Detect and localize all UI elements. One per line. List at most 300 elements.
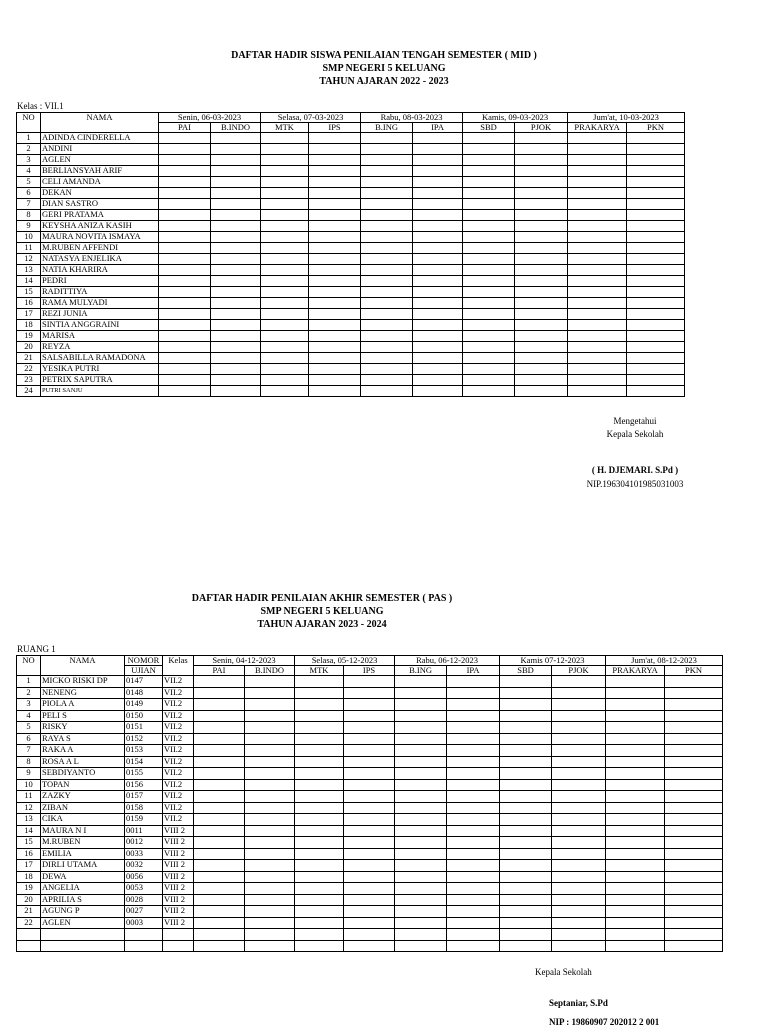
row-number: 16	[17, 298, 41, 309]
day-header: Selasa, 07-03-2023	[261, 113, 361, 123]
student-name: ROSA A L	[41, 756, 125, 768]
attendance-cell	[447, 745, 500, 757]
attendance-cell	[568, 232, 627, 243]
attendance-cell	[627, 243, 685, 254]
mid-header-days-row	[17, 113, 685, 123]
attendance-cell	[361, 309, 413, 320]
attendance-cell	[309, 320, 361, 331]
attendance-cell	[413, 243, 463, 254]
attendance-cell	[261, 177, 309, 188]
attendance-cell	[395, 848, 447, 860]
attendance-cell	[627, 287, 685, 298]
attendance-cell	[413, 386, 463, 397]
col-name-header: NAMA	[41, 656, 125, 676]
attendance-cell	[261, 276, 309, 287]
attendance-cell	[395, 814, 447, 826]
table-row	[17, 779, 723, 791]
empty-cell	[163, 940, 194, 952]
table-row	[17, 676, 723, 688]
row-number: 23	[17, 375, 41, 386]
attendance-cell	[261, 298, 309, 309]
attendance-cell	[211, 243, 261, 254]
mid-title: DAFTAR HADIR SISWA PENILAIAN TENGAH SEMESTER ( MID )	[231, 50, 537, 61]
attendance-cell	[515, 232, 568, 243]
attendance-cell	[552, 756, 606, 768]
attendance-cell	[627, 254, 685, 265]
student-name: KEYSHA ANIZA KASIH	[41, 221, 159, 232]
attendance-cell	[309, 210, 361, 221]
attendance-cell	[665, 814, 723, 826]
attendance-cell	[515, 386, 568, 397]
attendance-cell	[261, 232, 309, 243]
pas-sign-name: Septaniar, S.Pd	[549, 998, 608, 1008]
mid-class-label: Kelas : VII.1	[17, 101, 64, 111]
attendance-cell	[627, 265, 685, 276]
attendance-cell	[309, 133, 361, 144]
table-row	[17, 710, 723, 722]
attendance-cell	[447, 848, 500, 860]
attendance-cell	[211, 210, 261, 221]
student-name: YESIKA PUTRI	[41, 364, 159, 375]
attendance-cell	[295, 779, 344, 791]
attendance-cell	[606, 871, 665, 883]
table-row	[17, 133, 685, 144]
attendance-cell	[261, 155, 309, 166]
attendance-cell	[665, 779, 723, 791]
attendance-cell	[245, 848, 295, 860]
mid-sign-acknowledge: Mengetahui	[613, 416, 657, 426]
student-class: VII.2	[163, 745, 194, 757]
attendance-cell	[500, 802, 552, 814]
attendance-cell	[500, 837, 552, 849]
exam-number: 0147	[125, 676, 163, 688]
table-row	[17, 722, 723, 734]
mid-school: SMP NEGERI 5 KELUANG	[322, 63, 446, 74]
attendance-cell	[309, 254, 361, 265]
attendance-cell	[309, 298, 361, 309]
student-name: AGLEN	[41, 155, 159, 166]
attendance-cell	[515, 144, 568, 155]
attendance-cell	[568, 144, 627, 155]
attendance-cell	[194, 906, 245, 918]
row-number: 20	[17, 894, 41, 906]
attendance-cell	[500, 871, 552, 883]
attendance-cell	[344, 676, 395, 688]
table-row	[17, 791, 723, 803]
exam-number: 0033	[125, 848, 163, 860]
attendance-cell	[568, 309, 627, 320]
attendance-cell	[665, 768, 723, 780]
attendance-cell	[395, 802, 447, 814]
attendance-cell	[552, 917, 606, 929]
attendance-cell	[159, 265, 211, 276]
student-name: PUTRI SANJU	[41, 386, 159, 397]
attendance-cell	[665, 676, 723, 688]
attendance-cell	[665, 802, 723, 814]
attendance-cell	[211, 320, 261, 331]
attendance-cell	[211, 342, 261, 353]
subject-header: B.INDO	[211, 123, 261, 133]
attendance-cell	[606, 791, 665, 803]
attendance-cell	[606, 756, 665, 768]
day-header: Senin, 06-03-2023	[159, 113, 261, 123]
attendance-cell	[665, 745, 723, 757]
attendance-cell	[261, 309, 309, 320]
table-row	[17, 342, 685, 353]
attendance-cell	[309, 309, 361, 320]
attendance-cell	[194, 699, 245, 711]
table-row	[17, 144, 685, 155]
attendance-cell	[552, 871, 606, 883]
attendance-cell	[500, 687, 552, 699]
attendance-cell	[568, 133, 627, 144]
attendance-cell	[211, 166, 261, 177]
row-number: 22	[17, 917, 41, 929]
attendance-cell	[606, 699, 665, 711]
table-row	[17, 871, 723, 883]
attendance-cell	[413, 144, 463, 155]
student-name: M.RUBEN AFFENDI	[41, 243, 159, 254]
student-name: RADITTIYA	[41, 287, 159, 298]
day-header: Kamis 07-12-2023	[500, 656, 606, 666]
attendance-cell	[500, 676, 552, 688]
row-number: 13	[17, 814, 41, 826]
student-class: VII.2	[163, 687, 194, 699]
attendance-cell	[261, 375, 309, 386]
attendance-cell	[413, 221, 463, 232]
attendance-cell	[159, 287, 211, 298]
attendance-cell	[413, 353, 463, 364]
attendance-cell	[295, 676, 344, 688]
attendance-cell	[606, 906, 665, 918]
attendance-cell	[194, 710, 245, 722]
row-number: 18	[17, 871, 41, 883]
attendance-cell	[344, 848, 395, 860]
attendance-cell	[568, 221, 627, 232]
attendance-cell	[447, 699, 500, 711]
attendance-cell	[295, 745, 344, 757]
attendance-cell	[552, 883, 606, 895]
attendance-cell	[159, 320, 211, 331]
col-no-header: NO	[17, 113, 41, 133]
attendance-cell	[568, 166, 627, 177]
student-name: RAYA S	[41, 733, 125, 745]
attendance-cell	[500, 779, 552, 791]
attendance-cell	[627, 199, 685, 210]
attendance-cell	[552, 894, 606, 906]
attendance-cell	[447, 917, 500, 929]
attendance-cell	[552, 814, 606, 826]
attendance-cell	[245, 676, 295, 688]
student-class: VII.2	[163, 733, 194, 745]
table-row	[17, 860, 723, 872]
attendance-cell	[606, 687, 665, 699]
attendance-cell	[515, 243, 568, 254]
table-row	[17, 894, 723, 906]
attendance-cell	[500, 722, 552, 734]
student-class: VIII 2	[163, 860, 194, 872]
attendance-cell	[245, 837, 295, 849]
attendance-cell	[159, 375, 211, 386]
attendance-cell	[606, 825, 665, 837]
day-header: Selasa, 05-12-2023	[295, 656, 395, 666]
attendance-cell	[447, 791, 500, 803]
student-name: DEWA	[41, 871, 125, 883]
student-name: MAURA N I	[41, 825, 125, 837]
attendance-cell	[500, 756, 552, 768]
attendance-cell	[361, 342, 413, 353]
attendance-cell	[261, 188, 309, 199]
attendance-cell	[463, 342, 515, 353]
attendance-cell	[665, 756, 723, 768]
attendance-cell	[500, 883, 552, 895]
table-row	[17, 906, 723, 918]
row-number: 11	[17, 791, 41, 803]
row-number: 24	[17, 386, 41, 397]
attendance-cell	[309, 221, 361, 232]
attendance-cell	[665, 894, 723, 906]
attendance-cell	[606, 768, 665, 780]
table-row	[17, 177, 685, 188]
empty-cell	[41, 929, 125, 941]
exam-number: 0156	[125, 779, 163, 791]
attendance-cell	[245, 733, 295, 745]
attendance-cell	[463, 309, 515, 320]
attendance-cell	[245, 894, 295, 906]
attendance-cell	[344, 917, 395, 929]
attendance-cell	[245, 687, 295, 699]
attendance-cell	[515, 287, 568, 298]
attendance-cell	[159, 386, 211, 397]
row-number: 16	[17, 848, 41, 860]
attendance-cell	[245, 825, 295, 837]
attendance-cell	[568, 199, 627, 210]
table-row	[17, 254, 685, 265]
attendance-cell	[261, 265, 309, 276]
empty-cell	[500, 940, 552, 952]
attendance-cell	[361, 386, 413, 397]
attendance-cell	[395, 676, 447, 688]
student-name: PELI S	[41, 710, 125, 722]
attendance-cell	[413, 320, 463, 331]
student-name: REZI JUNIA	[41, 309, 159, 320]
attendance-cell	[515, 155, 568, 166]
table-row	[17, 166, 685, 177]
attendance-cell	[606, 779, 665, 791]
attendance-cell	[395, 894, 447, 906]
attendance-cell	[211, 287, 261, 298]
attendance-cell	[309, 353, 361, 364]
attendance-cell	[413, 166, 463, 177]
mid-sign-name: ( H. DJEMARI. S.Pd )	[591, 465, 679, 475]
attendance-cell	[261, 364, 309, 375]
row-number: 12	[17, 802, 41, 814]
attendance-cell	[361, 243, 413, 254]
attendance-cell	[665, 860, 723, 872]
attendance-cell	[344, 768, 395, 780]
attendance-cell	[463, 166, 515, 177]
attendance-cell	[245, 699, 295, 711]
subject-header: PJOK	[552, 666, 606, 676]
exam-number: 0152	[125, 733, 163, 745]
student-name: ADINDA CINDERELLA	[41, 133, 159, 144]
attendance-cell	[413, 155, 463, 166]
attendance-cell	[568, 331, 627, 342]
attendance-cell	[463, 254, 515, 265]
attendance-cell	[447, 894, 500, 906]
attendance-cell	[245, 871, 295, 883]
attendance-cell	[344, 871, 395, 883]
student-name: RISKY	[41, 722, 125, 734]
empty-cell	[41, 940, 125, 952]
subject-header: B.ING	[395, 666, 447, 676]
attendance-cell	[447, 710, 500, 722]
attendance-cell	[295, 710, 344, 722]
table-row	[17, 699, 723, 711]
student-class: VIII 2	[163, 894, 194, 906]
attendance-cell	[568, 364, 627, 375]
table-row	[17, 756, 723, 768]
attendance-cell	[413, 276, 463, 287]
attendance-cell	[211, 364, 261, 375]
attendance-cell	[606, 860, 665, 872]
row-number: 9	[17, 221, 41, 232]
attendance-cell	[344, 722, 395, 734]
attendance-cell	[159, 133, 211, 144]
attendance-cell	[211, 386, 261, 397]
attendance-cell	[395, 825, 447, 837]
attendance-cell	[261, 287, 309, 298]
attendance-cell	[395, 860, 447, 872]
attendance-cell	[413, 133, 463, 144]
attendance-cell	[447, 756, 500, 768]
student-name: CIKA	[41, 814, 125, 826]
day-header: Kamis, 09-03-2023	[463, 113, 568, 123]
attendance-cell	[463, 199, 515, 210]
attendance-cell	[665, 733, 723, 745]
attendance-cell	[261, 166, 309, 177]
empty-cell	[194, 940, 245, 952]
student-name: MARISA	[41, 331, 159, 342]
attendance-cell	[395, 779, 447, 791]
subject-header: PRAKARYA	[606, 666, 665, 676]
attendance-cell	[568, 188, 627, 199]
attendance-cell	[261, 320, 309, 331]
col-exam-number-header-2: UJIAN	[125, 666, 163, 676]
attendance-cell	[159, 221, 211, 232]
attendance-cell	[627, 188, 685, 199]
empty-cell	[395, 929, 447, 941]
table-row	[17, 320, 685, 331]
attendance-cell	[463, 298, 515, 309]
row-number: 3	[17, 699, 41, 711]
attendance-cell	[515, 199, 568, 210]
attendance-cell	[413, 210, 463, 221]
attendance-cell	[515, 188, 568, 199]
attendance-cell	[245, 779, 295, 791]
student-name: AGUNG P	[41, 906, 125, 918]
subject-header: IPS	[309, 123, 361, 133]
attendance-cell	[413, 331, 463, 342]
table-row	[17, 298, 685, 309]
student-name: MICKO RISKI DP	[41, 676, 125, 688]
attendance-cell	[159, 364, 211, 375]
attendance-cell	[211, 353, 261, 364]
student-name: DIAN SASTRO	[41, 199, 159, 210]
attendance-cell	[463, 320, 515, 331]
attendance-cell	[395, 837, 447, 849]
attendance-cell	[627, 353, 685, 364]
empty-cell	[163, 929, 194, 941]
attendance-cell	[515, 166, 568, 177]
row-number: 21	[17, 906, 41, 918]
table-row	[17, 687, 723, 699]
exam-number: 0027	[125, 906, 163, 918]
attendance-cell	[447, 722, 500, 734]
attendance-cell	[261, 210, 309, 221]
attendance-cell	[159, 144, 211, 155]
attendance-cell	[245, 791, 295, 803]
table-row	[17, 825, 723, 837]
table-row	[17, 745, 723, 757]
student-class: VIII 2	[163, 883, 194, 895]
row-number: 15	[17, 837, 41, 849]
attendance-cell	[159, 353, 211, 364]
attendance-cell	[395, 906, 447, 918]
exam-number: 0155	[125, 768, 163, 780]
attendance-cell	[245, 906, 295, 918]
attendance-cell	[627, 298, 685, 309]
table-row	[17, 802, 723, 814]
attendance-cell	[552, 733, 606, 745]
exam-number: 0154	[125, 756, 163, 768]
table-row	[17, 221, 685, 232]
table-row	[17, 199, 685, 210]
student-class: VII.2	[163, 802, 194, 814]
attendance-cell	[159, 210, 211, 221]
student-class: VII.2	[163, 768, 194, 780]
empty-cell	[194, 929, 245, 941]
exam-number: 0148	[125, 687, 163, 699]
table-row	[17, 331, 685, 342]
exam-number: 0011	[125, 825, 163, 837]
attendance-cell	[606, 814, 665, 826]
attendance-cell	[395, 699, 447, 711]
exam-number: 0012	[125, 837, 163, 849]
attendance-cell	[447, 687, 500, 699]
attendance-cell	[159, 232, 211, 243]
attendance-cell	[309, 287, 361, 298]
student-name: RAMA MULYADI	[41, 298, 159, 309]
attendance-cell	[159, 155, 211, 166]
subject-header: MTK	[261, 123, 309, 133]
student-class: VIII 2	[163, 825, 194, 837]
subject-header: IPA	[413, 123, 463, 133]
attendance-cell	[395, 687, 447, 699]
attendance-cell	[447, 871, 500, 883]
student-name: ANDINI	[41, 144, 159, 155]
attendance-cell	[295, 722, 344, 734]
row-number: 18	[17, 320, 41, 331]
student-name: SEBDIYANTO	[41, 768, 125, 780]
day-header: Jum'at, 10-03-2023	[568, 113, 685, 123]
attendance-cell	[665, 710, 723, 722]
row-number: 2	[17, 144, 41, 155]
attendance-cell	[447, 837, 500, 849]
subject-header: PAI	[159, 123, 211, 133]
empty-cell	[125, 929, 163, 941]
attendance-cell	[447, 814, 500, 826]
